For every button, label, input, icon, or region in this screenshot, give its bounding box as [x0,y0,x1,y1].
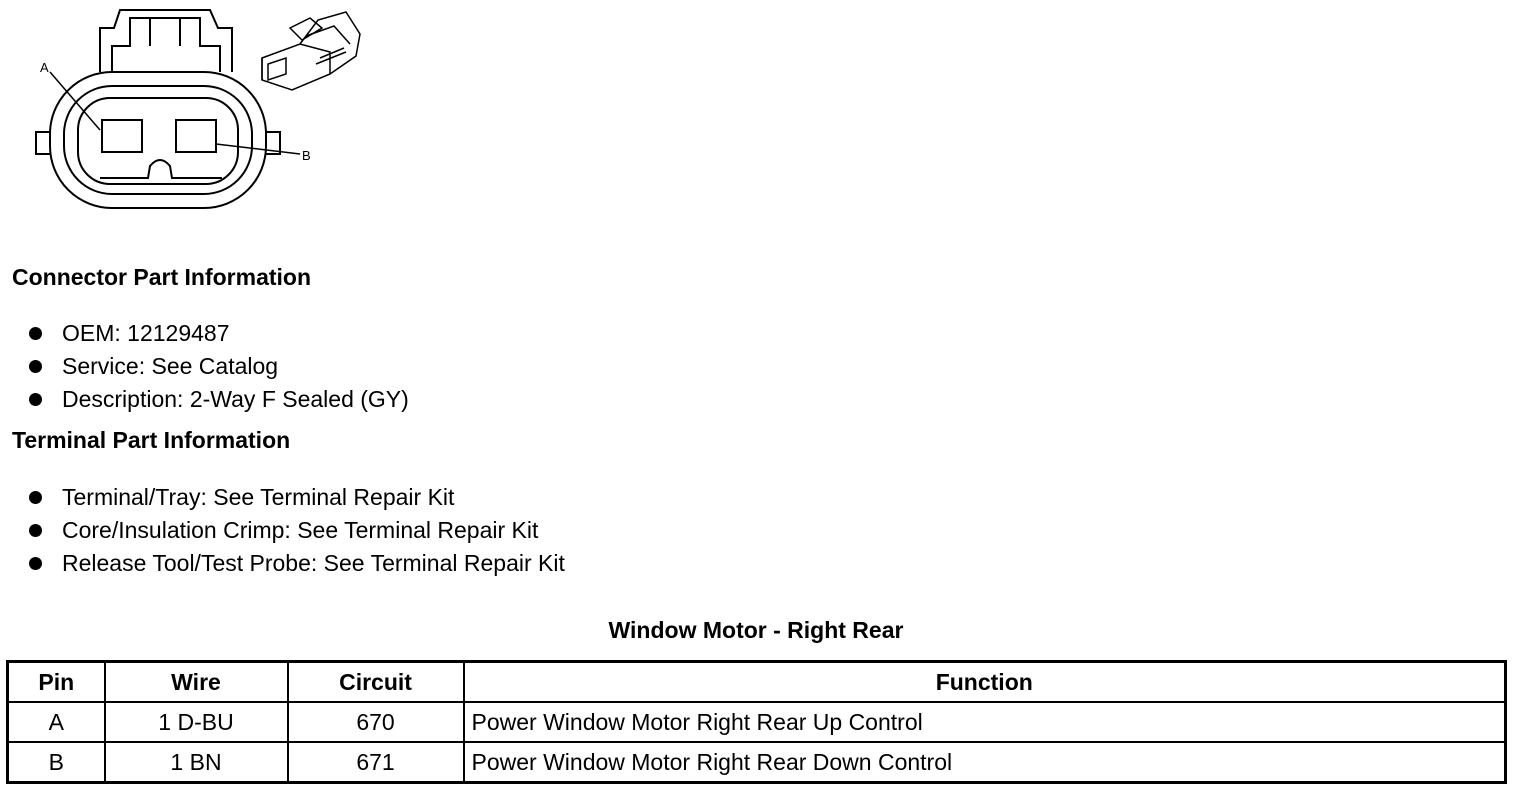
cell-circuit: 670 [288,702,464,742]
connector-isometric-thumbnail [262,12,360,90]
bullet-icon [29,327,42,340]
bullet-icon [29,393,42,406]
terminal-part-info-list [0,482,565,581]
list-item-text: Service: See Catalog [62,353,279,379]
list-item-text: OEM: 12129487 [62,320,230,346]
connector-latch-inner [112,18,220,72]
bullet-icon [29,491,42,504]
list-item-text: Release Tool/Test Probe: See Terminal Repair Kit [62,550,565,576]
cell-function: Power Window Motor Right Rear Up Control [464,702,1506,742]
header-function: Function [464,662,1506,703]
header-circuit: Circuit [288,662,464,703]
bullet-icon [29,524,42,537]
connector-left-ear [36,132,50,154]
callout-a-label: A [40,60,49,75]
table-title: Window Motor - Right Rear [608,617,904,643]
table-row [8,702,1506,742]
list-item [0,318,409,351]
bullet-icon [29,360,42,373]
cell-function: Power Window Motor Right Rear Down Control [464,742,1506,783]
connector-face-drawing [0,0,400,230]
connector-part-info-list [0,318,409,417]
callout-b-label: B [302,148,311,163]
list-item-text: Terminal/Tray: See Terminal Repair Kit [62,484,455,510]
pinout-table [6,660,1507,784]
cell-circuit: 671 [288,742,464,783]
table-header-row [8,662,1506,703]
terminal-part-info-heading: Terminal Part Information [12,427,291,453]
connector-key-notch [100,160,222,178]
header-pin: Pin [8,662,105,703]
cavity-a [102,120,142,152]
cavity-b [176,120,216,152]
callout-b-leader [216,144,300,154]
list-item [0,515,565,548]
connector-latch [100,10,232,72]
list-item [0,384,409,417]
cell-pin: A [8,702,105,742]
list-item [0,548,565,581]
cell-pin: B [8,742,105,783]
list-item-text: Core/Insulation Crimp: See Terminal Repair Kit [62,517,539,543]
connector-part-info-heading: Connector Part Information [12,264,312,290]
connector-outer-body [50,72,266,208]
table-row [8,742,1506,783]
list-item-text: Description: 2-Way F Sealed (GY) [62,386,409,412]
list-item [0,482,565,515]
bullet-icon [29,557,42,570]
cell-wire: 1 D-BU [105,702,288,742]
callout-a-leader [50,72,100,130]
list-item [0,351,409,384]
cell-wire: 1 BN [105,742,288,783]
header-wire: Wire [105,662,288,703]
